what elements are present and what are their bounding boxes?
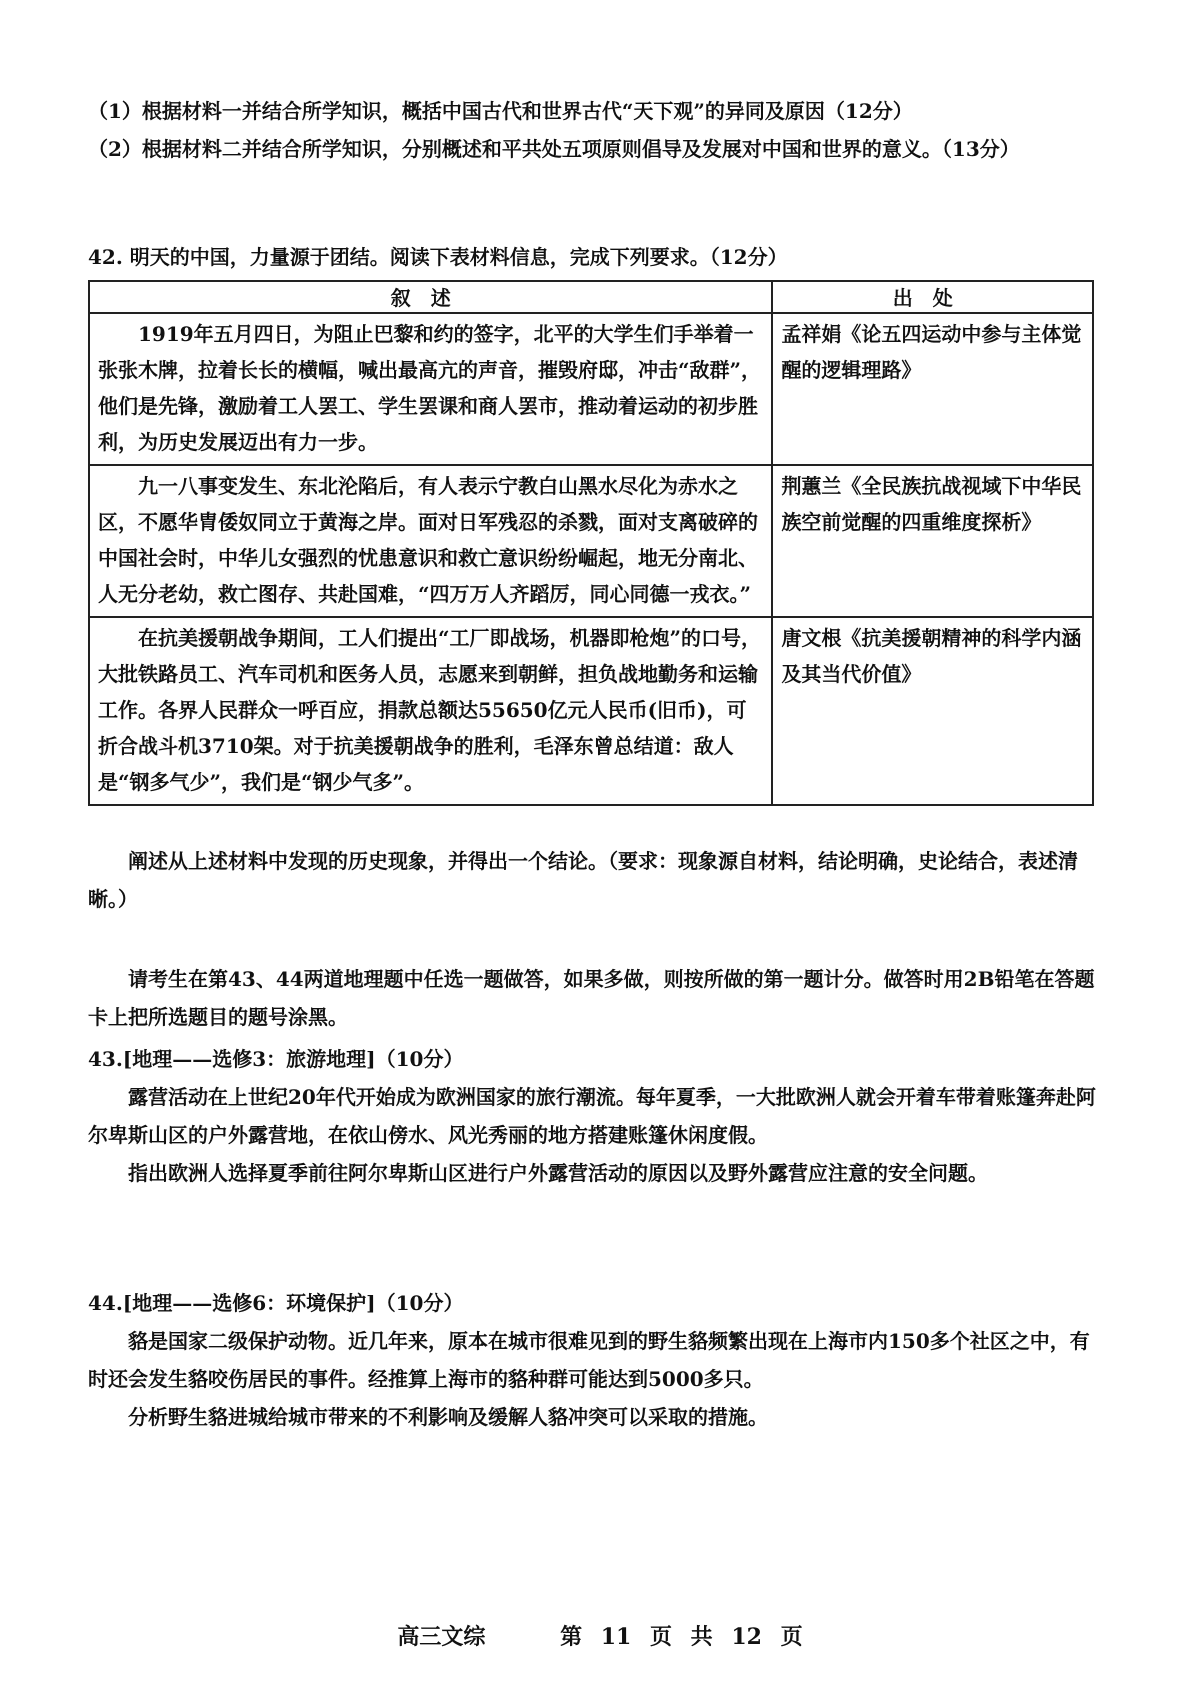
question-42-task: 阐述从上述材料中发现的历史现象，并得出一个结论。（要求：现象源自材料，结论明确，史论结合，表述清晰。） [88,849,1078,911]
narrative-cell: 在抗美援朝战争期间，工人们提出“工厂即战场，机器即枪炮”的口号，大批铁路员工、汽车司机和医务人员，志愿来到朝鲜，担负战地勤务和运输工作。各界人民群众一呼百应，捐款总额达55650亿元人民币(旧币)，可折合战斗机3710架。对于抗美援朝战争的胜利，毛泽东曾总结道：敌人是“钢多气少”，我们是“钢少气多”。 [89,617,772,805]
table-row [89,313,1093,465]
column-header-narrative: 叙述 [89,281,772,313]
question-43-heading: 43.[地理——选修3：旅游地理]（10分） [88,1047,464,1071]
question-42-heading: 42. 明天的中国，力量源于团结。阅读下表材料信息，完成下列要求。（12分） [88,245,788,269]
question-41-part-1: （1）根据材料一并结合所学知识，概括中国古代和世界古代“天下观”的异同及原因（12分） [88,99,913,123]
question-41-parts [88,92,1100,168]
question-44-heading: 44.[地理——选修6：环境保护]（10分） [88,1291,464,1315]
column-header-source: 出处 [772,281,1093,313]
source-cell: 唐文根《抗美援朝精神的科学内涵及其当代价值》 [772,617,1093,805]
question-44-prompt: 分析野生貉进城给城市带来的不利影响及缓解人貉冲突可以采取的措施。 [128,1405,768,1429]
question-44 [88,1284,1100,1436]
source-table [88,280,1094,806]
footer-subject: 高三文综 [397,1624,486,1650]
question-43-material: 露营活动在上世纪20年代开始成为欧洲国家的旅行潮流。每年夏季，一大批欧洲人就会开着车带着账篷奔赴阿尔卑斯山区的户外露营地，在依山傍水、风光秀丽的地方搭建账篷休闲度假。 [88,1085,1096,1147]
question-43-prompt: 指出欧洲人选择夏季前往阿尔卑斯山区进行户外露营活动的原因以及野外露营应注意的安全问题。 [128,1161,988,1185]
source-cell: 孟祥娟《论五四运动中参与主体觉醒的逻辑理路》 [772,313,1093,465]
source-cell: 荆蕙兰《全民族抗战视域下中华民族空前觉醒的四重维度探析》 [772,465,1093,617]
page-footer [0,1620,1200,1651]
question-41-part-2: （2）根据材料二并结合所学知识，分别概述和平共处五项原则倡导及发展对中国和世界的意义。（13分） [88,137,1020,161]
footer-page-number: 第 11 页 共 12 页 [560,1624,803,1650]
selection-instructions: 请考生在第43、44两道地理题中任选一题做答，如果多做，则按所做的第一题计分。做答时用2B铅笔在答题卡上把所选题目的题号涂黑。 [88,967,1095,1029]
table-row [89,465,1093,617]
question-44-material: 貉是国家二级保护动物。近几年来，原本在城市很难见到的野生貉频繁出现在上海市内150多个社区之中，有时还会发生貉咬伤居民的事件。经推算上海市的貉种群可能达到5000多只。 [88,1329,1090,1391]
source-table-header [89,281,1093,313]
table-row [89,617,1093,805]
narrative-cell: 1919年五月四日，为阻止巴黎和约的签字，北平的大学生们手举着一张张木牌，拉着长长的横幅，喊出最高亢的声音，摧毁府邸，冲击“敌群”，他们是先锋，激励着工人罢工、学生罢课和商人罢市，推动着运动的初步胜利，为历史发展迈出有力一步。 [89,313,772,465]
narrative-cell: 九一八事变发生、东北沦陷后，有人表示宁教白山黑水尽化为赤水之区，不愿华胄倭奴同立于黄海之岸。面对日军残忍的杀戮，面对支离破碎的中国社会时，中华儿女强烈的忧患意识和救亡意识纷纷崛起，地无分南北、人无分老幼，救亡图存、共赴国难，“四万万人齐蹈厉，同心同德一戎衣。” [89,465,772,617]
question-43 [88,1040,1100,1192]
